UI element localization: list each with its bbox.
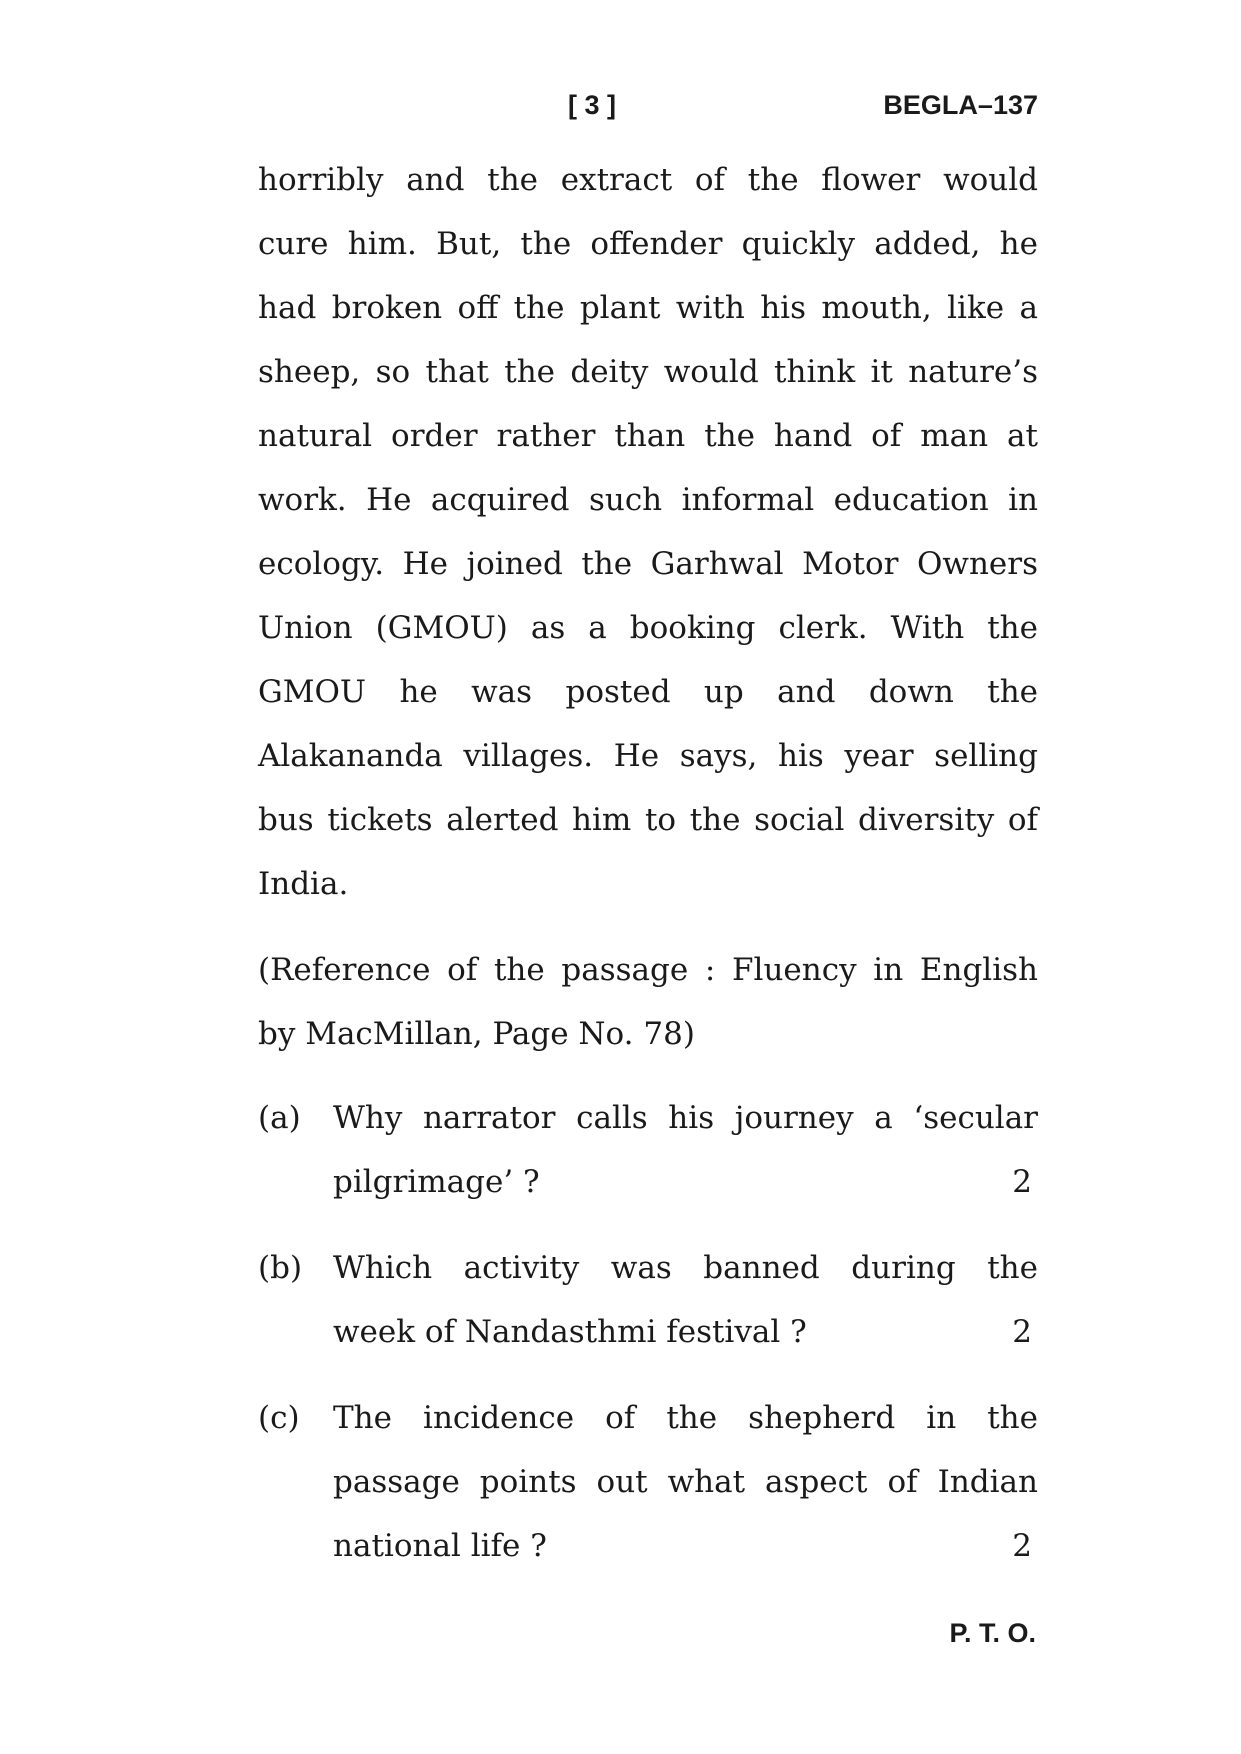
question-text-line: Why narrator calls his journey a ‘secular <box>333 1100 1038 1136</box>
question-label: (c) <box>258 1400 300 1436</box>
paper-code: BEGLA–137 <box>883 90 1038 120</box>
reference-line: by MacMillan, Page No. 78) <box>258 1016 695 1052</box>
question-text-line: week of Nandasthmi festival ? <box>333 1314 807 1350</box>
pto-marker: P. T. O. <box>949 1618 1036 1648</box>
question-b <box>258 1236 1038 1364</box>
question-last-line <box>333 1514 1038 1578</box>
passage-reference <box>258 938 1038 1066</box>
question-text-line: passage points out what aspect of Indian <box>333 1464 1038 1500</box>
question-text-line: pilgrimage’ ? <box>333 1164 540 1200</box>
question-list <box>258 1086 1038 1578</box>
passage-line: had broken off the plant with his mouth, like a <box>258 290 1038 326</box>
reference-line: (Reference of the passage : Fluency in English <box>258 952 1038 988</box>
question-last-line <box>333 1300 1038 1364</box>
passage-line: sheep, so that the deity would think it nature’s <box>258 354 1038 390</box>
page-number: [ 3 ] <box>568 90 617 120</box>
question-label: (b) <box>258 1250 303 1286</box>
passage-line: India. <box>258 866 349 902</box>
question-last-line <box>333 1150 1038 1214</box>
question-a <box>258 1086 1038 1214</box>
passage-line: natural order rather than the hand of man at <box>258 418 1038 454</box>
passage <box>258 148 1038 916</box>
question-label: (a) <box>258 1100 301 1136</box>
passage-line: Union (GMOU) as a booking clerk. With the <box>258 610 1038 646</box>
passage-line: cure him. But, the offender quickly added, he <box>258 226 1038 262</box>
passage-line: horribly and the extract of the flower would <box>258 162 1038 198</box>
question-marks: 2 <box>1012 1528 1032 1564</box>
passage-line: GMOU he was posted up and down the <box>258 674 1038 710</box>
passage-line: Alakananda villages. He says, his year selling <box>258 738 1038 774</box>
page-body <box>258 148 1038 1600</box>
question-text-line: national life ? <box>333 1528 547 1564</box>
question-c <box>258 1386 1038 1578</box>
passage-line: ecology. He joined the Garhwal Motor Owners <box>258 546 1038 582</box>
question-marks: 2 <box>1012 1164 1032 1200</box>
question-text-line: The incidence of the shepherd in the <box>333 1400 1038 1436</box>
question-text-line: Which activity was banned during the <box>333 1250 1038 1286</box>
passage-line: bus tickets alerted him to the social diversity of <box>258 802 1038 838</box>
question-marks: 2 <box>1012 1314 1032 1350</box>
passage-line: work. He acquired such informal education in <box>258 482 1038 518</box>
